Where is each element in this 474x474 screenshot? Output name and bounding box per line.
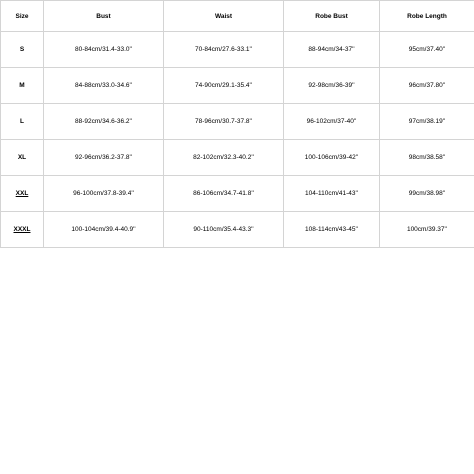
robe-bust-cell: 96-102cm/37-40'' [284, 104, 380, 140]
header-waist: Waist [164, 1, 284, 32]
robe-bust-cell: 104-110cm/41-43'' [284, 176, 380, 212]
table-row [1, 212, 474, 248]
waist-cell: 78-96cm/30.7-37.8'' [164, 104, 284, 140]
table-row [1, 140, 474, 176]
bust-cell: 100-104cm/39.4-40.9'' [44, 212, 164, 248]
size-cell: M [1, 68, 44, 104]
robe-bust-cell: 108-114cm/43-45'' [284, 212, 380, 248]
waist-cell: 90-110cm/35.4-43.3'' [164, 212, 284, 248]
table-row [1, 104, 474, 140]
header-size: Size [1, 1, 44, 32]
size-cell: XL [1, 140, 44, 176]
size-cell: L [1, 104, 44, 140]
robe-bust-cell: 100-106cm/39-42'' [284, 140, 380, 176]
size-cell: XXL [1, 176, 44, 212]
bust-cell: 88-92cm/34.6-36.2'' [44, 104, 164, 140]
bust-cell: 92-96cm/36.2-37.8'' [44, 140, 164, 176]
size-cell: XXXL [1, 212, 44, 248]
table-row [1, 176, 474, 212]
robe-length-cell: 98cm/38.58'' [380, 140, 474, 176]
robe-length-cell: 97cm/38.19'' [380, 104, 474, 140]
robe-length-cell: 100cm/39.37'' [380, 212, 474, 248]
header-row [1, 1, 474, 32]
header-bust: Bust [44, 1, 164, 32]
robe-length-cell: 99cm/38.98'' [380, 176, 474, 212]
waist-cell: 74-90cm/29.1-35.4'' [164, 68, 284, 104]
waist-cell: 82-102cm/32.3-40.2'' [164, 140, 284, 176]
table-row [1, 68, 474, 104]
robe-bust-cell: 92-98cm/36-39'' [284, 68, 380, 104]
robe-bust-cell: 88-94cm/34-37'' [284, 32, 380, 68]
table-row [1, 32, 474, 68]
bust-cell: 84-88cm/33.0-34.6'' [44, 68, 164, 104]
bust-cell: 80-84cm/31.4-33.0'' [44, 32, 164, 68]
bust-cell: 96-100cm/37.8-39.4'' [44, 176, 164, 212]
waist-cell: 70-84cm/27.6-33.1'' [164, 32, 284, 68]
header-robe-bust: Robe Bust [284, 1, 380, 32]
header-robe-length: Robe Length [380, 1, 474, 32]
robe-length-cell: 95cm/37.40'' [380, 32, 474, 68]
robe-length-cell: 96cm/37.80'' [380, 68, 474, 104]
size-cell: S [1, 32, 44, 68]
waist-cell: 86-106cm/34.7-41.8'' [164, 176, 284, 212]
